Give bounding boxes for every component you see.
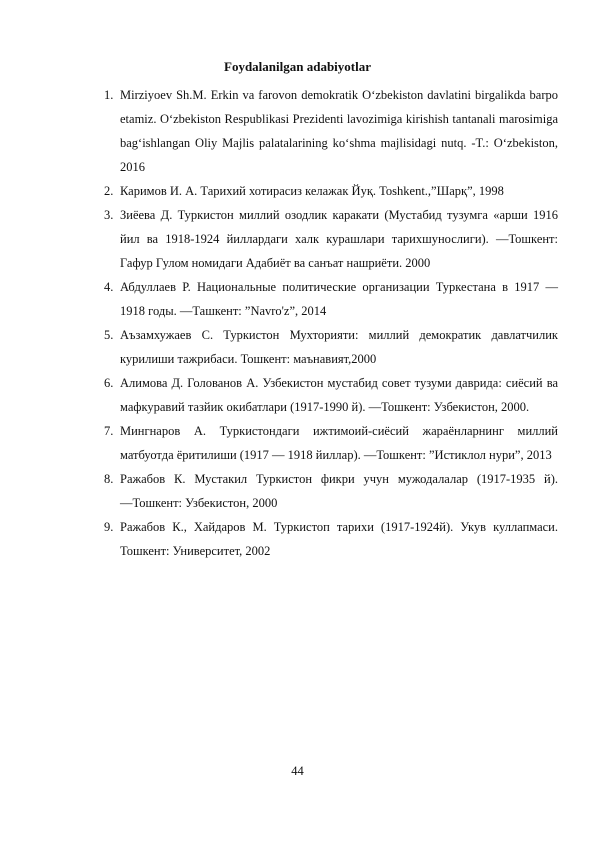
reference-number: 1. — [104, 88, 114, 102]
reference-number: 3. — [104, 208, 114, 222]
reference-number: 8. — [104, 472, 114, 486]
reference-item — [104, 371, 558, 419]
reference-text: Мингнаров А. Туркистондаги ижтимоий-сиёсий жараёнларнинг миллий матбуотда ёритилиши (1917 — 1918 йиллар). ―Тошкент: ”Истиклол нури”, 2013 — [120, 424, 558, 462]
reference-number: 6. — [104, 376, 114, 390]
reference-item — [104, 179, 558, 203]
reference-text: Аъзамхужаев С. Туркистон Мухторияти: миллий демократик давлатчилик курилиши тажрибаси. Тошкент: маънавият,2000 — [120, 328, 558, 366]
reference-text: Ражабов К., Хайдаров М. Туркистоп тарихи (1917-1924й). Укув куллапмаси. Тошкент: Университет, 2002 — [120, 520, 558, 558]
reference-number: 4. — [104, 280, 114, 294]
reference-text: Зиёева Д. Туркистон миллий озодлик каракати (Мустабид тузумга «арши 1916 йил ва 1918-1924 йиллардаги халк курашлари тарихшунослиги). ―Тошкент: Гафур Гулом номидаги Адабиёт ва санъат нашриёти. 2000 — [120, 208, 558, 270]
reference-text: Mirziyoev Sh.M. Erkin va farovon demokratik O‘zbekiston davlatini birgalikda barpo etamiz. O‘zbekiston Respublikasi Prezidenti lavozimiga kirishish tantanali marosimiga bag‘ishlangan Oliy Majlis palatalarining ko‘shma majlisidagi nutq. -T.: O‘zbekiston, 2016 — [120, 88, 558, 174]
page-number: 44 — [291, 764, 304, 778]
reference-item — [104, 467, 558, 515]
reference-item — [104, 515, 558, 563]
reference-item — [104, 419, 558, 467]
reference-text: Каримов И. А. Тарихий хотирасиз келажак Йуқ. Toshkent.,”Шарқ”, 1998 — [120, 184, 504, 198]
reference-item — [104, 275, 558, 323]
reference-list — [104, 83, 558, 563]
reference-number: 9. — [104, 520, 114, 534]
reference-number: 7. — [104, 424, 114, 438]
reference-text: Абдуллаев Р. Национальные политические организации Туркестана в 1917 — 1918 годы. ―Ташкент: ”Navro'z”, 2014 — [120, 280, 558, 318]
reference-item — [104, 83, 558, 179]
reference-number: 5. — [104, 328, 114, 342]
reference-item — [104, 203, 558, 275]
reference-number: 2. — [104, 184, 114, 198]
reference-item — [104, 323, 558, 371]
references-heading: Foydalanilgan adabiyotlar — [224, 59, 371, 74]
reference-text: Алимова Д. Голованов А. Узбекистон мустабид совет тузуми даврида: сиёсий ва мафкуравий тазйик окибатлари (1917-1990 й). ―Тошкент: Узбекистон, 2000. — [120, 376, 558, 414]
reference-text: Ражабов К. Мустакил Туркистон фикри учун мужодалалар (1917-1935 й). ―Тошкент: Узбекистон, 2000 — [120, 472, 558, 510]
